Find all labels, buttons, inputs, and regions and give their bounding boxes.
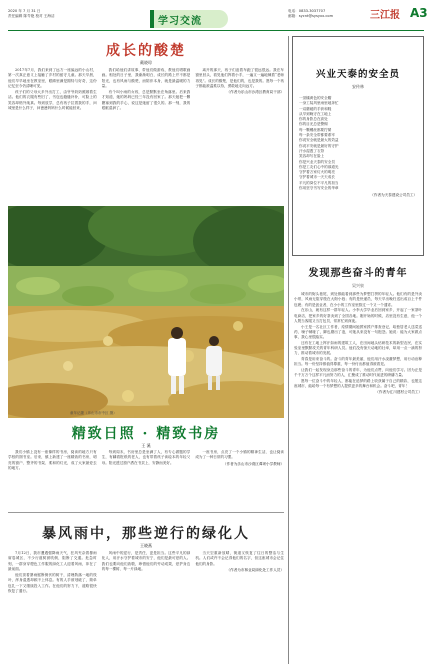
poem-line: 你用坚守书写安全的华章 — [299, 186, 339, 191]
article1-paragraph: 离开的那天，孩子们追着车跑了很远很远。我在车窗里回头，看见他们挥着小手，一遍又一遍地喊着“老师再见”。成长的酸楚，是他们的，也是我的。愿每一个孩子都能被温柔以待，勇敢地走向远方。 — [195, 68, 285, 88]
photo-illustration — [8, 206, 284, 418]
article1-author: 戴晓琼 — [140, 60, 152, 65]
photo-caption: 童年记趣（乐山市市中区 摄） — [70, 411, 117, 415]
poem-author: 安传林 — [352, 84, 364, 89]
article3-signature: （作者为市林业局绿化处工作人员） — [226, 567, 285, 572]
article1-title: 成长的酸楚 — [106, 43, 186, 59]
poem-line: 平凡的岗位不平凡的担当 — [299, 180, 339, 185]
article4-paragraph: 青春是用来奋斗的。奋斗的青年最美丽，他们用汗水浇灌梦想，用行动诠释担当。每一份坚持都值得尊重，每一份付出都值得被看见。 — [294, 357, 422, 367]
article4-signature: （作者为汇川建材公司员工） — [375, 390, 422, 394]
poem-line: 一身工装风里雨里地奔忙 — [299, 101, 339, 106]
poem-line: 你是工友们心中的那道光 — [299, 164, 339, 169]
section-title: 学习交流 — [158, 16, 202, 27]
article2-body — [8, 450, 284, 508]
article1-col-3 — [195, 68, 284, 201]
poem-line: 你是兴业天泰的安全员 — [299, 159, 335, 164]
phone-line: 电话：0833-3037707 — [288, 9, 326, 13]
article2-col-2 — [102, 450, 191, 508]
column-divider — [288, 36, 289, 664]
article3-paragraph: 当天空重新放晴，街道又恢复了往日的整洁与生机。人们或许不会记得他们的名字，但这座城市会记住他们的身影。 — [195, 551, 285, 566]
article2-paragraph: 一座书房，点亮了一个小镇的精神生活，也让阅读成为了一种日常的习惯。 — [195, 450, 285, 460]
poem-line: 每一条安全带都要系牢 — [299, 133, 335, 138]
article4-paragraph: 愿每一位奋斗中的年轻人，都能在追梦的路上收获属于自己的精彩，也愿这座城市，能给每一个有梦想的人提供更多的舞台和机会。奋斗吧，青年！ — [294, 379, 422, 389]
section-bar — [150, 10, 154, 28]
article1-paragraph: 2017年7月，我们来到了远方一座偏远的小山村，第一次真正意义上接触了乡村的留守儿童。那天早晨，他们早早地坐在教室里，眼睛里满是期待与好奇，这份记忆至今仍清晰可见。 — [8, 68, 97, 88]
poem-title: 兴业天泰的安全员 — [315, 69, 400, 80]
poem-signature: （作者为天泰建设公司员工） — [370, 193, 417, 198]
poem-line: 一双磨破的手套和鞋 — [299, 106, 332, 111]
article4-paragraph: 小王是一名社区工作者，疫情期间她挨家挨户排查登记，给独居老人送菜送药，嗓子喊哑了，脚也磨出了泡，可她从来没有一句抱怨。她说：能为大家做点事，我心里很踏实。 — [294, 324, 422, 339]
poem-line: 你说平安就是最好的守护 — [299, 143, 339, 148]
article1-col-2 — [102, 68, 191, 201]
section-band — [150, 10, 228, 28]
article3-body — [8, 551, 284, 663]
poem-line: 守护着城市一天天成长 — [299, 175, 335, 180]
poem-line: 笑容却写在脸上 — [299, 154, 325, 159]
article4-paragraph: 在乐山，就有这样一群年轻人。小李大学毕业后回到家乡，开起了一家茶叶电商店，把家乡的好茶卖到了全国各地。刚开始的时候，店里没有生意，他一个人既当客服又当打包员，常常忙到深夜。 — [294, 308, 422, 323]
article3-col-1 — [8, 551, 97, 663]
article1-col-1 — [8, 68, 97, 201]
article4-paragraph: 城市的街头巷尾，到处都能看到那些为梦想打拼的年轻人。他们有的是外卖小哥，风雨无阻穿梭在大街小巷；有的是快递员，每天早出晚归送出成百上千件包裹；有的是创业者，在小小的工作室里熬过一个又一个通宵。 — [294, 292, 422, 307]
poem-lines — [299, 96, 417, 191]
article2-signature: （作者为乐山市沙湾区谭坝小学教师） — [222, 461, 285, 466]
article2-col-1 — [8, 450, 97, 508]
article2-paragraph: 我们小镇上没有一座像样的书房，阅读的地方只有学校的图书室。后来，镇上新建了一座精致的书房，明亮的窗户、整齐的书架、柔和的灯光，成了大家最爱去的地方。 — [8, 450, 97, 470]
logo-graphic — [370, 7, 408, 21]
article2-paragraph: 每到周末，书房里总是坐满了人，有专心做题的学生，有翻看报纸的老人，也有带着孩子读绘本的年轻父母。阳光透过窗户洒在书页上，安静而美好。 — [101, 450, 191, 465]
article4-paragraph: 还有在工地上挥汗如雨的建筑工人，在田间地头钻研技术的新型农民，在实验室里默默攻关的青年科研人员。他们没有惊天动地的壮举，却用一点一滴的努力，推动着城市的发展。 — [294, 340, 422, 356]
poem-line: 从早到晚守在工地上 — [299, 111, 332, 116]
poem-line: 你的目光总是警惕 — [299, 122, 328, 127]
poem-line: 你说安全就是最大的效益 — [299, 138, 339, 143]
article1-signature: （作者为乐山市沙湾区教育局干部） — [226, 90, 285, 95]
article3-author: 王晓燕 — [140, 543, 152, 548]
article3-col-3 — [195, 551, 284, 663]
article4-author: 吴兴泉 — [352, 283, 364, 288]
article1-paragraph: 孩子们的父母大多外出打工，由爷爷奶奶照顾着生活。他们的衣服有些旧了，书包也缝缝补补，可脸上的笑容却格外纯真。每到放学，总有孩子拉着我的手，问城里是什么样子，问爸爸妈妈什么时候能回来。 — [8, 90, 97, 111]
article2-author: 王 溪 — [141, 443, 151, 448]
article2-title: 精致日照 · 精致书房 — [71, 426, 221, 442]
svg-text:三江报: 三江报 — [370, 10, 400, 21]
article3-paragraph: 他们顶着暴雨锯断倒伏的树干，清理散落一地的枝叶，浑身湿透却顾不上休息。有的人手被划破了，简单包扎一下又继续投入工作。在他们的努力下，道路很快恢复了通行。 — [8, 573, 97, 594]
poem-line: 一顶橘黄色的安全帽 — [299, 96, 332, 100]
article1-paragraph: 我们给他们讲故事、带他们做游戏、教他们唱歌画画。相处的日子里，我渐渐明白，成长的路上并不都是阳光，也有风雨与酸楚，而陪伴本身，就是最温暖的力量。 — [101, 68, 191, 88]
poem-line: 每一颗螺丝都要拧紧 — [299, 127, 332, 132]
article2-col-3 — [195, 450, 284, 508]
email-line: 邮箱：sycnt@sysyxx.com — [288, 14, 334, 18]
article3-paragraph: 7月12日，我市遭遇强降雨天气，狂风夹杂着暴雨席卷城区，不少行道树被吹倒，阻断了交通。危急时刻，一群身穿橙色工作服的绿化工人迎着风雨，冲在了最前面。 — [8, 551, 97, 571]
article3-paragraph: 风雨中的逆行，是责任，更是担当。这些平凡的绿化人，用汗水守护着城市的安宁，他们是最可爱的人。我们也要向他们致敬，珍惜他们的劳动成果，爱护身边的每一棵树、每一片绿地。 — [101, 551, 191, 571]
article4-body — [294, 292, 422, 664]
contact-info — [288, 9, 368, 19]
header-info — [8, 9, 148, 19]
poem-line: 汗水湿透了衣背 — [299, 148, 325, 153]
article1-paragraph: 有个叫小雨的女孩，总是默默坐在角落里。后来我才知道，她的妈妈已经三年没有回家了。那天她把一颗糖塞到我的手心，说这是她留了很久的。那一刻，我的眼眶湿润了。 — [101, 90, 191, 111]
page-number: A3 — [410, 6, 428, 20]
article4-paragraph: 让我们一起发现身边那些奋斗的青年，为他们点赞，向他们学习。因为正是千千万万个这样平凡而努力的人，汇聚成了推动时代前进的磅礴力量。 — [294, 368, 422, 378]
editor-line: 责任编辑 陈苓艳 校对 王海洁 — [8, 14, 55, 18]
article1-body — [8, 68, 284, 201]
lotus-pond-photo — [8, 206, 284, 418]
poem-box — [292, 36, 424, 256]
header-rule — [8, 30, 424, 31]
poem-line: 守护着万家灯火的明亮 — [299, 170, 335, 175]
article3-title: 暴风雨中，那些逆行的绿化人 — [42, 526, 250, 542]
article3-col-2 — [102, 551, 191, 663]
article4-title: 发现那些奋斗的青年 — [308, 268, 408, 279]
poem-line: 你的身影总在高处 — [299, 117, 328, 122]
newspaper-logo — [370, 7, 408, 24]
article-divider — [8, 512, 284, 513]
date-line: 2020 年 7 月 31 日 — [8, 9, 41, 13]
